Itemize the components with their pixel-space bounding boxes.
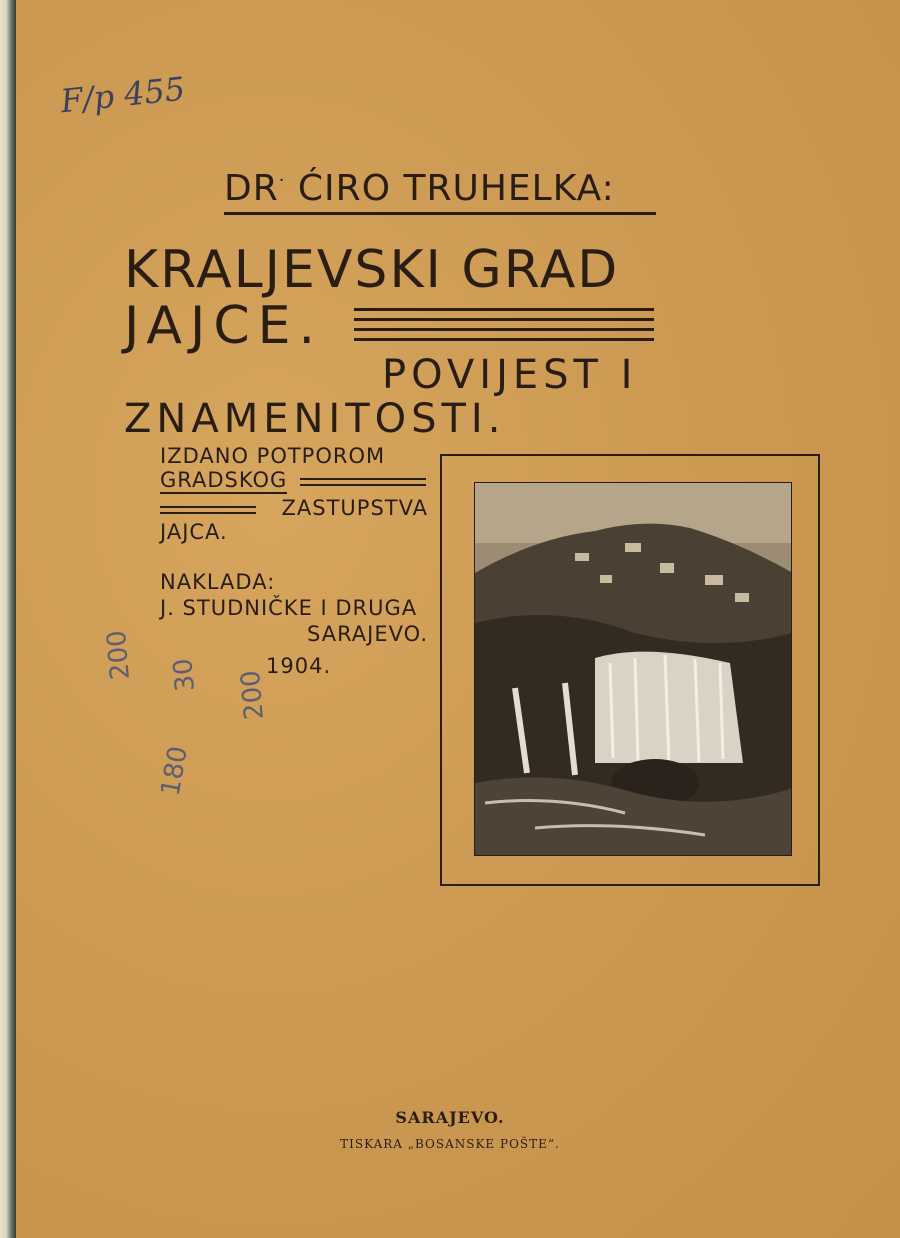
pencil-note: 30 bbox=[168, 657, 201, 693]
publisher-label: NAKLADA: bbox=[160, 570, 276, 594]
sponsor-line-2: GRADSKOG bbox=[160, 468, 288, 492]
waterfall-town-illustration bbox=[475, 483, 792, 856]
author-prefix: DR bbox=[224, 168, 279, 209]
sponsor-line-3: ZASTUPSTVA bbox=[281, 496, 428, 520]
sponsor-line-4: JAJCA. bbox=[160, 520, 228, 544]
waterfall-engraving bbox=[474, 482, 792, 856]
pencil-note: 200 bbox=[101, 628, 136, 682]
author-line bbox=[224, 160, 656, 215]
publisher-city: SARAJEVO. bbox=[306, 622, 428, 646]
pencil-note: 180 bbox=[155, 743, 194, 799]
rule bbox=[300, 478, 426, 480]
decorative-rules bbox=[354, 308, 654, 346]
author-prefix-dot: · bbox=[278, 170, 286, 191]
book-binding-edge bbox=[0, 0, 16, 1238]
book-title-line-2: JAJCE. bbox=[124, 296, 324, 356]
subtitle-line-1: POVIJEST I bbox=[382, 352, 638, 398]
publication-year: 1904. bbox=[266, 654, 332, 678]
book-title-line-1: KRALJEVSKI GRAD bbox=[124, 240, 620, 300]
sponsor-line-1: IZDANO POTPOROM bbox=[160, 444, 386, 468]
imprint-printer: TISKARA „BOSANSKE POŠTE“. bbox=[340, 1137, 560, 1151]
subtitle-line-2: ZNAMENITOSTI. bbox=[124, 396, 506, 442]
author-name: ĆIRO TRUHELKA: bbox=[297, 168, 615, 209]
publisher-name: J. STUDNIČKE I DRUGA bbox=[160, 596, 418, 620]
imprint-place: SARAJEVO. bbox=[395, 1108, 505, 1127]
rule bbox=[300, 484, 426, 486]
handwritten-shelfmark: F/p 455 bbox=[58, 69, 187, 121]
pencil-note: 200 bbox=[235, 668, 270, 722]
